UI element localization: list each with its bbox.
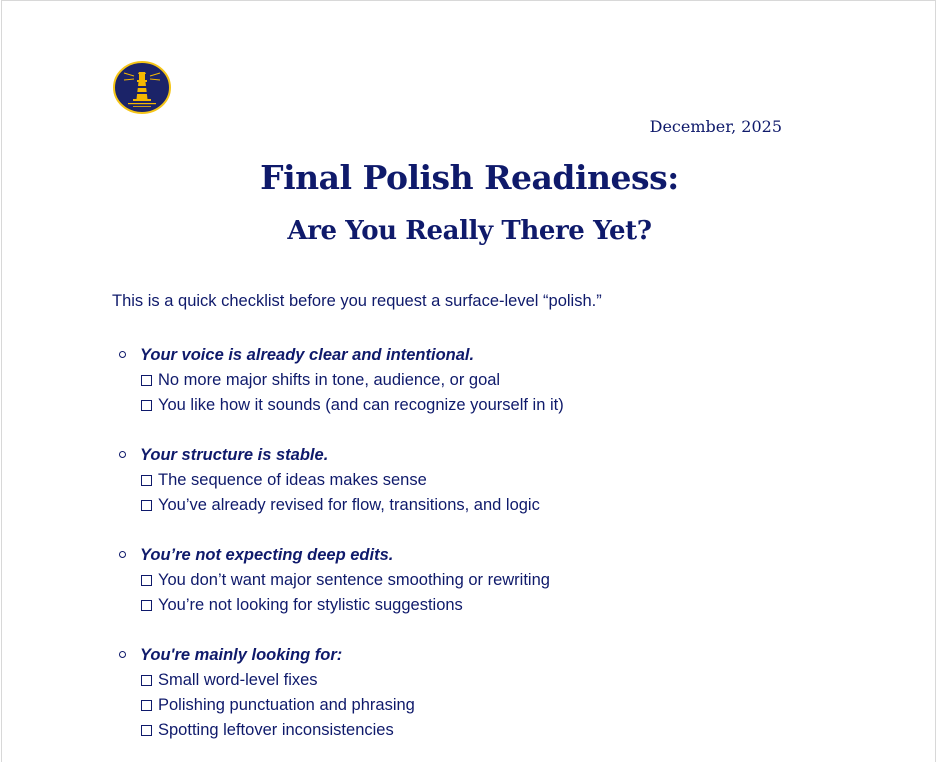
checklist-item bbox=[141, 493, 564, 518]
section-title: You’re not expecting deep edits. bbox=[140, 546, 394, 564]
bullet-icon bbox=[119, 351, 126, 358]
checklist-section bbox=[119, 543, 564, 618]
checklist-item bbox=[141, 718, 564, 743]
checklist-item bbox=[141, 693, 564, 718]
checklist-item-text: You’ve already revised for flow, transitions, and logic bbox=[158, 496, 540, 514]
document-title: Final Polish Readiness: bbox=[260, 158, 679, 197]
checkbox-icon bbox=[141, 475, 152, 486]
checkbox-icon bbox=[141, 575, 152, 586]
checklist-item-text: You like how it sounds (and can recognize yourself in it) bbox=[158, 396, 564, 414]
section-heading bbox=[119, 643, 564, 668]
checkbox-icon bbox=[141, 600, 152, 611]
checklist-item bbox=[141, 568, 564, 593]
checkbox-icon bbox=[141, 675, 152, 686]
bullet-icon bbox=[119, 551, 126, 558]
checkbox-icon bbox=[141, 725, 152, 736]
checklist-item-text: Small word-level fixes bbox=[158, 671, 318, 689]
section-title: Your voice is already clear and intentional. bbox=[140, 346, 475, 364]
lighthouse-logo-icon bbox=[113, 61, 171, 114]
checklist-item-text: You don’t want major sentence smoothing or rewriting bbox=[158, 571, 550, 589]
checklist-item-text: No more major shifts in tone, audience, or goal bbox=[158, 371, 501, 389]
checklist-item bbox=[141, 668, 564, 693]
section-heading bbox=[119, 443, 564, 468]
checklist-item-text: The sequence of ideas makes sense bbox=[158, 471, 427, 489]
section-title: Your structure is stable. bbox=[140, 446, 329, 464]
checklist-section bbox=[119, 443, 564, 518]
section-heading bbox=[119, 343, 564, 368]
checklist-item bbox=[141, 393, 564, 418]
section-title: You're mainly looking for: bbox=[140, 646, 343, 664]
checklist-section bbox=[119, 643, 564, 743]
checklist-item-text: Spotting leftover inconsistencies bbox=[158, 721, 394, 739]
document-page bbox=[1, 0, 936, 762]
checklist-item-text: Polishing punctuation and phrasing bbox=[158, 696, 415, 714]
bullet-icon bbox=[119, 651, 126, 658]
checklist-item-text: You’re not looking for stylistic suggestions bbox=[158, 596, 463, 614]
checkbox-icon bbox=[141, 400, 152, 411]
section-heading bbox=[119, 543, 564, 568]
checklist-item bbox=[141, 368, 564, 393]
intro-paragraph: This is a quick checklist before you request a surface-level “polish.” bbox=[112, 292, 602, 310]
bullet-icon bbox=[119, 451, 126, 458]
checklist bbox=[119, 343, 564, 762]
checklist-section bbox=[119, 343, 564, 418]
checkbox-icon bbox=[141, 375, 152, 386]
document-date: December, 2025 bbox=[649, 117, 782, 136]
checkbox-icon bbox=[141, 500, 152, 511]
document-subtitle: Are You Really There Yet? bbox=[287, 216, 652, 246]
checkbox-icon bbox=[141, 700, 152, 711]
checklist-item bbox=[141, 593, 564, 618]
checklist-item bbox=[141, 468, 564, 493]
